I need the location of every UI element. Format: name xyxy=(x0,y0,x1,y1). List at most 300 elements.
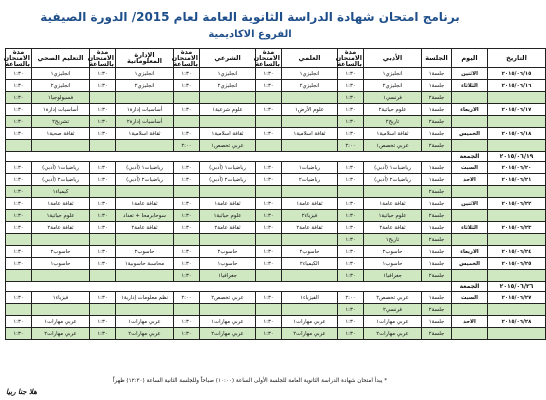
duration-cell xyxy=(174,234,200,246)
duration-cell: ١:٣٠ xyxy=(256,162,282,174)
subject-cell: ثقافة عامة٢ xyxy=(116,222,174,234)
duration-cell: ١:٣٠ xyxy=(256,174,282,186)
subject-cell: عربي مهارات٢ xyxy=(200,328,256,340)
header-duration: مدة الامتحان بالساعة xyxy=(171,48,198,68)
date-cell xyxy=(488,234,546,246)
duration-cell: ١:٣٠ xyxy=(256,328,282,340)
table-row xyxy=(6,198,546,210)
duration-cell: ٢:٠٠ xyxy=(338,140,364,152)
duration-cell xyxy=(174,186,200,198)
date-cell: ٢٠١٥/٠٦/١٩ xyxy=(488,152,546,162)
subject-cell: تاريخ٢ xyxy=(364,116,422,128)
table-row xyxy=(6,234,546,246)
duration-cell: ١:٣٠ xyxy=(338,128,364,140)
day-cell: الثلاثاء xyxy=(452,222,488,234)
subject-cell: ثقافة عامة١ xyxy=(364,198,422,210)
date-cell xyxy=(488,186,546,198)
subject-cell: علوم حياتية٢ xyxy=(364,104,422,116)
duration-cell xyxy=(256,186,282,198)
session-cell: جلسة١ xyxy=(422,128,452,140)
session-cell: جلسة١ xyxy=(422,222,452,234)
session-cell: جلسة٢ xyxy=(422,140,452,152)
date-cell: ٢٠١٥/٠٦/٢٨ xyxy=(488,316,546,328)
duration-cell: ١:٣٠ xyxy=(174,258,200,270)
subject-cell xyxy=(364,186,422,198)
header-session: الجلسة xyxy=(422,49,452,68)
duration-cell: ١:٣٠ xyxy=(256,198,282,210)
duration-cell: ١:٣٠ xyxy=(6,210,32,222)
duration-cell: ١:٣٠ xyxy=(174,246,200,258)
subject-cell: انجليزي١ xyxy=(116,68,174,80)
duration-cell: ١:٣٠ xyxy=(256,210,282,222)
duration-cell: ١:٣٠ xyxy=(338,104,364,116)
subject-cell: انجليزي١ xyxy=(364,68,422,80)
subject-cell xyxy=(116,270,174,282)
duration-cell: ١:٣٠ xyxy=(256,258,282,270)
subject-cell: فرنسي٢ xyxy=(364,304,422,316)
session-cell: جلسة١ xyxy=(422,246,452,258)
subject-cell: انجليزي٢ xyxy=(32,80,90,92)
date-cell xyxy=(488,304,546,316)
subject-cell: علوم حياتية١ xyxy=(32,210,90,222)
duration-cell xyxy=(90,186,116,198)
session-cell: جلسة١ xyxy=(422,316,452,328)
duration-cell: ١:٣٠ xyxy=(174,222,200,234)
session-cell: جلسة١ xyxy=(422,80,452,92)
table-row xyxy=(6,328,546,340)
duration-cell: ١:٣٠ xyxy=(6,104,32,116)
date-cell: ٢٠١٥/٠٦/٢١ xyxy=(488,174,546,186)
duration-cell xyxy=(256,234,282,246)
duration-cell: ١:٣٠ xyxy=(338,68,364,80)
duration-cell: ١:٣٠ xyxy=(6,68,32,80)
date-cell: ٢٠١٥/٠٦/٢٥ xyxy=(488,258,546,270)
duration-cell: ١:٣٠ xyxy=(338,116,364,128)
day-cell xyxy=(452,234,488,246)
subject-cell: حاسوب١ xyxy=(200,258,256,270)
subject-cell: نظم معلومات إدارية١ xyxy=(116,292,174,304)
subject-cell: انجليزي٢ xyxy=(364,80,422,92)
duration-cell: ١:٣٠ xyxy=(90,104,116,116)
duration-cell xyxy=(90,92,116,104)
duration-cell: ١:٣٠ xyxy=(338,174,364,186)
duration-cell xyxy=(90,234,116,246)
page-title: برنامج امتحان شهادة الدراسة الثانوية العامة لعام 2015/ الدورة الصيفية xyxy=(40,10,460,24)
duration-cell: ١:٣٠ xyxy=(338,328,364,340)
day-cell: الجمعة xyxy=(452,282,488,292)
date-cell: ٢٠١٥/٠٦/٢٧ xyxy=(488,292,546,304)
header-scientific: العلمي xyxy=(282,49,338,68)
subject-cell: أساسيات إدارة٢ xyxy=(116,116,174,128)
subject-cell: ثقافة عامة١ xyxy=(282,198,338,210)
duration-cell: ١:٣٠ xyxy=(256,80,282,92)
subject-cell: عربي مهارات١ xyxy=(364,316,422,328)
duration-cell: ١:٣٠ xyxy=(90,174,116,186)
day-cell: الجمعة xyxy=(452,152,488,162)
duration-cell xyxy=(6,270,32,282)
subject-cell: ثقافة اسلامية١ xyxy=(116,128,174,140)
subject-cell: انجليزي١ xyxy=(32,68,90,80)
duration-cell xyxy=(90,304,116,316)
subject-cell: عربي تخصص٢ xyxy=(364,292,422,304)
table-row xyxy=(6,140,546,152)
duration-cell: ١:٣٠ xyxy=(6,116,32,128)
subject-cell: عربي تخصص١ xyxy=(200,140,256,152)
duration-cell: ١:٣٠ xyxy=(90,116,116,128)
session-cell: جلسة١ xyxy=(422,162,452,174)
day-cell: الاثنين xyxy=(452,198,488,210)
subject-cell: كيمياء١ xyxy=(32,186,90,198)
subject-cell: حاسوب٢ xyxy=(200,246,256,258)
duration-cell xyxy=(256,304,282,316)
header-duration: مدة الامتحان بالساعة xyxy=(335,48,362,68)
duration-cell xyxy=(174,116,200,128)
date-cell: ٢٠١٥/٠٦/١٥ xyxy=(488,68,546,80)
subject-cell xyxy=(200,186,256,198)
duration-cell: ١:٣٠ xyxy=(90,316,116,328)
table-row xyxy=(6,92,546,104)
table-row xyxy=(6,174,546,186)
subject-cell xyxy=(32,304,90,316)
subject-cell: حاسوب٢ xyxy=(32,246,90,258)
exam-schedule-table xyxy=(5,48,546,340)
duration-cell: ١:٣٠ xyxy=(338,270,364,282)
session-cell: جلسة٢ xyxy=(422,116,452,128)
date-cell xyxy=(488,92,546,104)
table-body xyxy=(6,68,546,340)
day-cell: الثلاثاء xyxy=(452,80,488,92)
table-row xyxy=(6,210,546,222)
subject-cell: ثقافة عامة٢ xyxy=(282,222,338,234)
duration-cell: ١:٣٠ xyxy=(6,198,32,210)
duration-cell xyxy=(256,270,282,282)
subject-cell xyxy=(116,304,174,316)
duration-cell: ١:٣٠ xyxy=(90,128,116,140)
subject-cell xyxy=(282,270,338,282)
session-cell: جلسة٢ xyxy=(422,92,452,104)
header-day: اليوم xyxy=(452,49,488,68)
date-cell xyxy=(488,328,546,340)
table-row xyxy=(6,128,546,140)
date-cell xyxy=(488,210,546,222)
duration-cell: ١:٣٠ xyxy=(256,128,282,140)
table-row xyxy=(6,162,546,174)
duration-cell: ١:٣٠ xyxy=(256,246,282,258)
duration-cell: ١:٣٠ xyxy=(338,304,364,316)
subject-cell xyxy=(200,116,256,128)
subject-cell: رياضيات١ (أدبي) xyxy=(200,162,256,174)
duration-cell: ١:٣٠ xyxy=(90,292,116,304)
session-cell: جلسة٢ xyxy=(422,328,452,340)
date-cell: ٢٠١٥/٠٦/٢٦ xyxy=(488,282,546,292)
day-cell: الاحد xyxy=(452,316,488,328)
duration-cell xyxy=(256,116,282,128)
duration-cell: ١:٣٠ xyxy=(90,222,116,234)
header-sharia: الشرعي xyxy=(200,49,256,68)
duration-cell: ١:٣٠ xyxy=(90,328,116,340)
subject-cell xyxy=(282,140,338,152)
subject-cell: ثقافة عامة٢ xyxy=(32,222,90,234)
subject-cell: علوم شرعية١ xyxy=(200,104,256,116)
subject-cell xyxy=(200,234,256,246)
duration-cell xyxy=(338,186,364,198)
day-cell: السبت xyxy=(452,292,488,304)
duration-cell xyxy=(256,92,282,104)
day-cell: الخميس xyxy=(452,128,488,140)
day-cell xyxy=(452,328,488,340)
duration-cell: ١:٣٠ xyxy=(174,328,200,340)
subject-cell: عربي مهارات١ xyxy=(116,316,174,328)
duration-cell: ١:٣٠ xyxy=(338,246,364,258)
day-cell xyxy=(452,304,488,316)
duration-cell: ١:٣٠ xyxy=(6,222,32,234)
subject-cell: علوم حياتية١ xyxy=(364,210,422,222)
duration-cell: ٢:٠٠ xyxy=(174,292,200,304)
subject-cell: عربي مهارات٢ xyxy=(364,328,422,340)
subject-cell xyxy=(200,92,256,104)
subject-cell: الفيزياء١ xyxy=(282,292,338,304)
table-row xyxy=(6,246,546,258)
duration-cell: ١:٣٠ xyxy=(6,80,32,92)
subject-cell xyxy=(116,140,174,152)
subject-cell: رياضيات٢ xyxy=(282,174,338,186)
header-duration: مدة الامتحان بالساعة xyxy=(3,48,30,68)
subject-cell: ثقافة اسلامية١ xyxy=(200,128,256,140)
duration-cell: ١:٣٠ xyxy=(338,198,364,210)
table-row xyxy=(6,258,546,270)
duration-cell: ١:٣٠ xyxy=(6,128,32,140)
duration-cell: ١:٣٠ xyxy=(174,80,200,92)
day-cell: الاربعاء xyxy=(452,104,488,116)
day-cell: السبت xyxy=(452,162,488,174)
duration-cell: ١:٣٠ xyxy=(338,80,364,92)
subject-cell: جغرافيا١ xyxy=(364,270,422,282)
subject-cell: حاسوب٢ xyxy=(116,246,174,258)
duration-cell: ١:٣٠ xyxy=(338,316,364,328)
subject-cell: الكيمياء٢ xyxy=(282,258,338,270)
subject-cell: ثقافة عامة١ xyxy=(200,198,256,210)
subject-cell: عربي مهارات١ xyxy=(200,316,256,328)
subject-cell: رياضيات١ (أدبي) xyxy=(32,162,90,174)
subject-cell: انجليزي١ xyxy=(200,68,256,80)
header-literary: الأدبي xyxy=(364,49,422,68)
subject-cell: رياضيات٢ (أدبي) xyxy=(200,174,256,186)
session-cell: جلسة٢ xyxy=(422,210,452,222)
subject-cell: أساسيات إدارة١ xyxy=(116,104,174,116)
day-cell: الاحد xyxy=(452,174,488,186)
subject-cell: علوم حياتية١ xyxy=(200,210,256,222)
header-date: التاريخ xyxy=(488,49,546,68)
duration-cell: ١:٣٠ xyxy=(90,162,116,174)
duration-cell xyxy=(6,234,32,246)
table-row xyxy=(6,292,546,304)
day-cell xyxy=(452,210,488,222)
date-cell: ٢٠١٥/٠٦/١٦ xyxy=(488,80,546,92)
date-cell xyxy=(488,116,546,128)
duration-cell: ١:٣٠ xyxy=(6,174,32,186)
day-cell xyxy=(452,116,488,128)
duration-cell: ١:٣٠ xyxy=(90,80,116,92)
subject-cell: ثقافة عامة٢ xyxy=(200,222,256,234)
subject-cell: ثقافة اسلامية١ xyxy=(364,128,422,140)
subject-cell xyxy=(32,140,90,152)
session-cell: جلسة١ xyxy=(422,104,452,116)
table-row xyxy=(6,116,546,128)
subject-cell: فسيولوجيا١ xyxy=(32,92,90,104)
subject-cell: رياضيات١ (أدبي) xyxy=(364,162,422,174)
duration-cell: ١:٣٠ xyxy=(6,328,32,340)
duration-cell: ١:٣٠ xyxy=(338,162,364,174)
subject-cell: سوحابرمحا + تعداد xyxy=(116,210,174,222)
duration-cell: ١:٣٠ xyxy=(338,92,364,104)
session-cell: جلسة٢ xyxy=(422,270,452,282)
table-row xyxy=(6,316,546,328)
duration-cell: ١:٣٠ xyxy=(174,270,200,282)
table-row xyxy=(6,186,546,198)
duration-cell: ١:٣٠ xyxy=(338,210,364,222)
duration-cell: ١:٣٠ xyxy=(90,210,116,222)
subject-cell: عربي مهارات١ xyxy=(282,316,338,328)
header-duration: مدة الامتحان بالساعة xyxy=(253,48,280,68)
duration-cell: ١:٣٠ xyxy=(174,104,200,116)
subject-cell xyxy=(282,234,338,246)
date-cell: ٢٠١٥/٠٦/١٨ xyxy=(488,128,546,140)
table-row xyxy=(6,68,546,80)
subject-cell: عربي تخصص٢ xyxy=(200,292,256,304)
table-row xyxy=(6,80,546,92)
subject-cell: حاسوب٢ xyxy=(364,246,422,258)
session-cell: جلسة٢ xyxy=(422,186,452,198)
duration-cell: ١:٣٠ xyxy=(174,68,200,80)
duration-cell: ١:٣٠ xyxy=(6,186,32,198)
subject-cell: انجليزي٢ xyxy=(282,80,338,92)
date-cell: ٢٠١٥/٠٦/١٧ xyxy=(488,104,546,116)
table-row xyxy=(6,282,546,292)
subject-cell: فيزياء١ xyxy=(32,292,90,304)
duration-cell: ١:٣٠ xyxy=(174,128,200,140)
holiday-cell xyxy=(6,282,452,292)
day-cell xyxy=(452,270,488,282)
subject-cell: رياضيات٢ (أدبي) xyxy=(364,174,422,186)
table-header-row xyxy=(6,49,546,68)
subject-cell: ثقافة عامة٢ xyxy=(364,222,422,234)
duration-cell: ١:٣٠ xyxy=(90,246,116,258)
header-duration: مدة الامتحان بالساعة xyxy=(87,48,114,68)
duration-cell: ١:٣٠ xyxy=(174,210,200,222)
subject-cell: انجليزي٢ xyxy=(116,80,174,92)
subject-cell: أساسيات إدارة١ xyxy=(32,104,90,116)
footnote: * يبدأ امتحان شهادة الدراسة الثانوية العامة للجلسة الأولى الساعة (١٠:٠٠) صباحاً وللجلسة الثانية الساعة (١٢:٣٠) ظهراً xyxy=(112,378,387,384)
subject-cell: ثقافة عامة١ xyxy=(32,198,90,210)
subject-cell: محاسبة حاسوبية١ xyxy=(116,258,174,270)
holiday-cell xyxy=(6,152,452,162)
page-subtitle: الفروع الاكاديمية xyxy=(208,29,292,40)
duration-cell xyxy=(6,140,32,152)
subject-cell: عربي مهارات٢ xyxy=(116,328,174,340)
subject-cell: علوم الأرض١ xyxy=(282,104,338,116)
table-row xyxy=(6,104,546,116)
day-cell xyxy=(452,92,488,104)
session-cell: جلسة١ xyxy=(422,198,452,210)
subject-cell: ثقافة صحية١ xyxy=(32,128,90,140)
duration-cell: ١:٣٠ xyxy=(338,222,364,234)
duration-cell: ١:٣٠ xyxy=(174,316,200,328)
table-row xyxy=(6,152,546,162)
table-row xyxy=(6,304,546,316)
subject-cell xyxy=(282,92,338,104)
header-health: التعليم الصحي xyxy=(32,49,90,68)
subject-cell xyxy=(282,116,338,128)
day-cell: الخميس xyxy=(452,258,488,270)
day-cell xyxy=(452,186,488,198)
header-it-management: الإدارة المعلوماتية xyxy=(116,49,174,68)
duration-cell: ١:٣٠ xyxy=(90,68,116,80)
subject-cell xyxy=(116,234,174,246)
logo-text: هلا جنا ربيا xyxy=(6,388,37,396)
table-row xyxy=(6,270,546,282)
duration-cell: ١:٣٠ xyxy=(6,316,32,328)
date-cell: ٢٠١٥/٠٦/٢٣ xyxy=(488,222,546,234)
duration-cell: ١:٣٠ xyxy=(338,234,364,246)
duration-cell: ١:٣٠ xyxy=(256,222,282,234)
subject-cell: ثقافة اسلامية١ xyxy=(282,128,338,140)
session-cell: جلسة١ xyxy=(422,292,452,304)
duration-cell: ١:٣٠ xyxy=(6,258,32,270)
date-cell: ٢٠١٥/٠٦/٢٠ xyxy=(488,162,546,174)
duration-cell xyxy=(6,304,32,316)
subject-cell: رياضيات٢ (أدبي) xyxy=(116,174,174,186)
session-cell: جلسة١ xyxy=(422,174,452,186)
subject-cell xyxy=(282,186,338,198)
duration-cell: ١:٣٠ xyxy=(174,174,200,186)
duration-cell xyxy=(90,270,116,282)
subject-cell: ثقافة عامة١ xyxy=(116,198,174,210)
duration-cell: ١:٣٠ xyxy=(256,316,282,328)
duration-cell: ١:٣٠ xyxy=(256,104,282,116)
duration-cell: ١:٣٠ xyxy=(174,162,200,174)
date-cell xyxy=(488,140,546,152)
day-cell xyxy=(452,140,488,152)
subject-cell: عربي تخصص١ xyxy=(364,140,422,152)
duration-cell: ٢:٠٠ xyxy=(338,292,364,304)
session-cell: جلسة١ xyxy=(422,68,452,80)
subject-cell: فرنسي١ xyxy=(364,92,422,104)
subject-cell: تشريح٢ xyxy=(32,116,90,128)
subject-cell: رياضيات٢ (أدبي) xyxy=(32,174,90,186)
day-cell: الاثنين xyxy=(452,68,488,80)
subject-cell xyxy=(116,92,174,104)
session-cell: جلسة٢ xyxy=(422,234,452,246)
day-cell: الاربعاء xyxy=(452,246,488,258)
duration-cell: ٢:٠٠ xyxy=(174,140,200,152)
subject-cell xyxy=(32,234,90,246)
subject-cell: عربي مهارات٢ xyxy=(32,328,90,340)
subject-cell: رياضيات١ (أدبي) xyxy=(116,162,174,174)
duration-cell: ١:٣٠ xyxy=(256,292,282,304)
duration-cell: ١:٣٠ xyxy=(90,198,116,210)
duration-cell xyxy=(174,304,200,316)
duration-cell xyxy=(174,92,200,104)
subject-cell: انجليزي٢ xyxy=(200,80,256,92)
duration-cell xyxy=(90,140,116,152)
subject-cell: انجليزي١ xyxy=(282,68,338,80)
subject-cell: رياضيات١ xyxy=(282,162,338,174)
subject-cell: حاسوب١ xyxy=(32,258,90,270)
date-cell xyxy=(488,270,546,282)
subject-cell xyxy=(200,304,256,316)
date-cell: ٢٠١٥/٠٦/٢٤ xyxy=(488,246,546,258)
duration-cell: ١:٣٠ xyxy=(338,258,364,270)
